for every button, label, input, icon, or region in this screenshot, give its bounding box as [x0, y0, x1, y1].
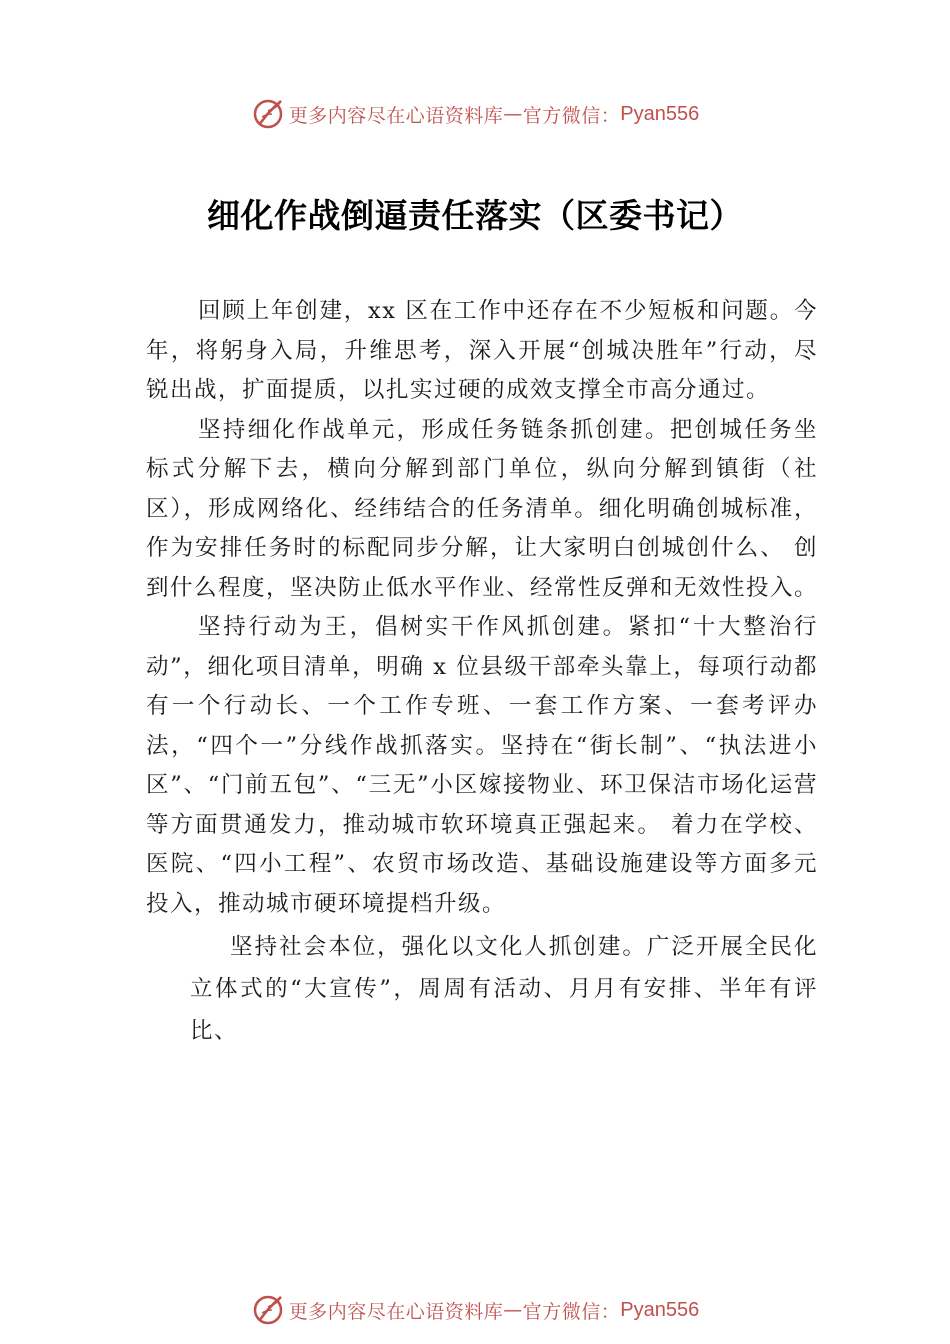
- banner-text: 更多内容尽在心语资料库: [288, 1300, 504, 1323]
- paragraph-4: 坚持社会本位，强化以文化人抓创建。广泛开展全民化立体式的“大宣传”，周周有活动、月月有安排、半年有评比、: [190, 934, 818, 1044]
- paragraph-2: 坚持细化作战单元，形成任务链条抓创建。把创城任务坐标式分解下去，横向分解到部门单位，纵向分解到镇街（社区），形成网络化、经纬结合的任务清单。细化明确创城标准，作为安排任务时的标配同步分解，让大家明白创城创什么、 创到什么程度，坚决防止低水平作业、经常性反弹和无效性投入。: [146, 416, 819, 601]
- banner-dash: —: [503, 103, 523, 125]
- banner-wechat-id: Pyan556: [620, 102, 700, 125]
- quill-pen-seal-icon: [251, 1293, 285, 1327]
- banner-wechat-label: 官方微信：: [522, 104, 621, 127]
- paragraph-3: 坚持行动为王，倡树实干作风抓创建。紧扣“十大整治行动”，细化项目清单，明确 x 位县级干部牵头靠上，每项行动都有一个行动长、一个工作专班、一套工作方案、一套考评办法，“四个一”分线作战抓落实。坚持在“街长制”、“执法进小区”、“门前五包”、“三无”小区嫁接物业、环卫保洁市场化运营等方面贯通发力，推动城市软环境真正强起来。 着力在学校、医院、“四小工程”、农贸市场改造、基础设施建设等方面多元投入，推动城市硬环境提档升级。: [146, 614, 818, 917]
- paragraph-1: 回顾上年创建，xx 区在工作中还存在不少短板和问题。今年，将躬身入局，升维思考，深入开展“创城决胜年”行动，尽锐出战，扩面提质，以扎实过硬的成效支撑全市高分通过。: [146, 298, 818, 403]
- header-banner: [0, 94, 950, 134]
- banner-text: 更多内容尽在心语资料库: [288, 104, 504, 127]
- document-body: [146, 292, 818, 1052]
- document-title: 细化作战倒逼责任落实（区委书记）: [207, 196, 743, 235]
- footer-banner: [0, 1290, 950, 1330]
- banner-wechat-label: 官方微信：: [522, 1300, 621, 1323]
- quill-pen-seal-icon: [251, 97, 285, 131]
- banner-dash: —: [503, 1299, 523, 1321]
- banner-wechat-id: Pyan556: [620, 1298, 700, 1321]
